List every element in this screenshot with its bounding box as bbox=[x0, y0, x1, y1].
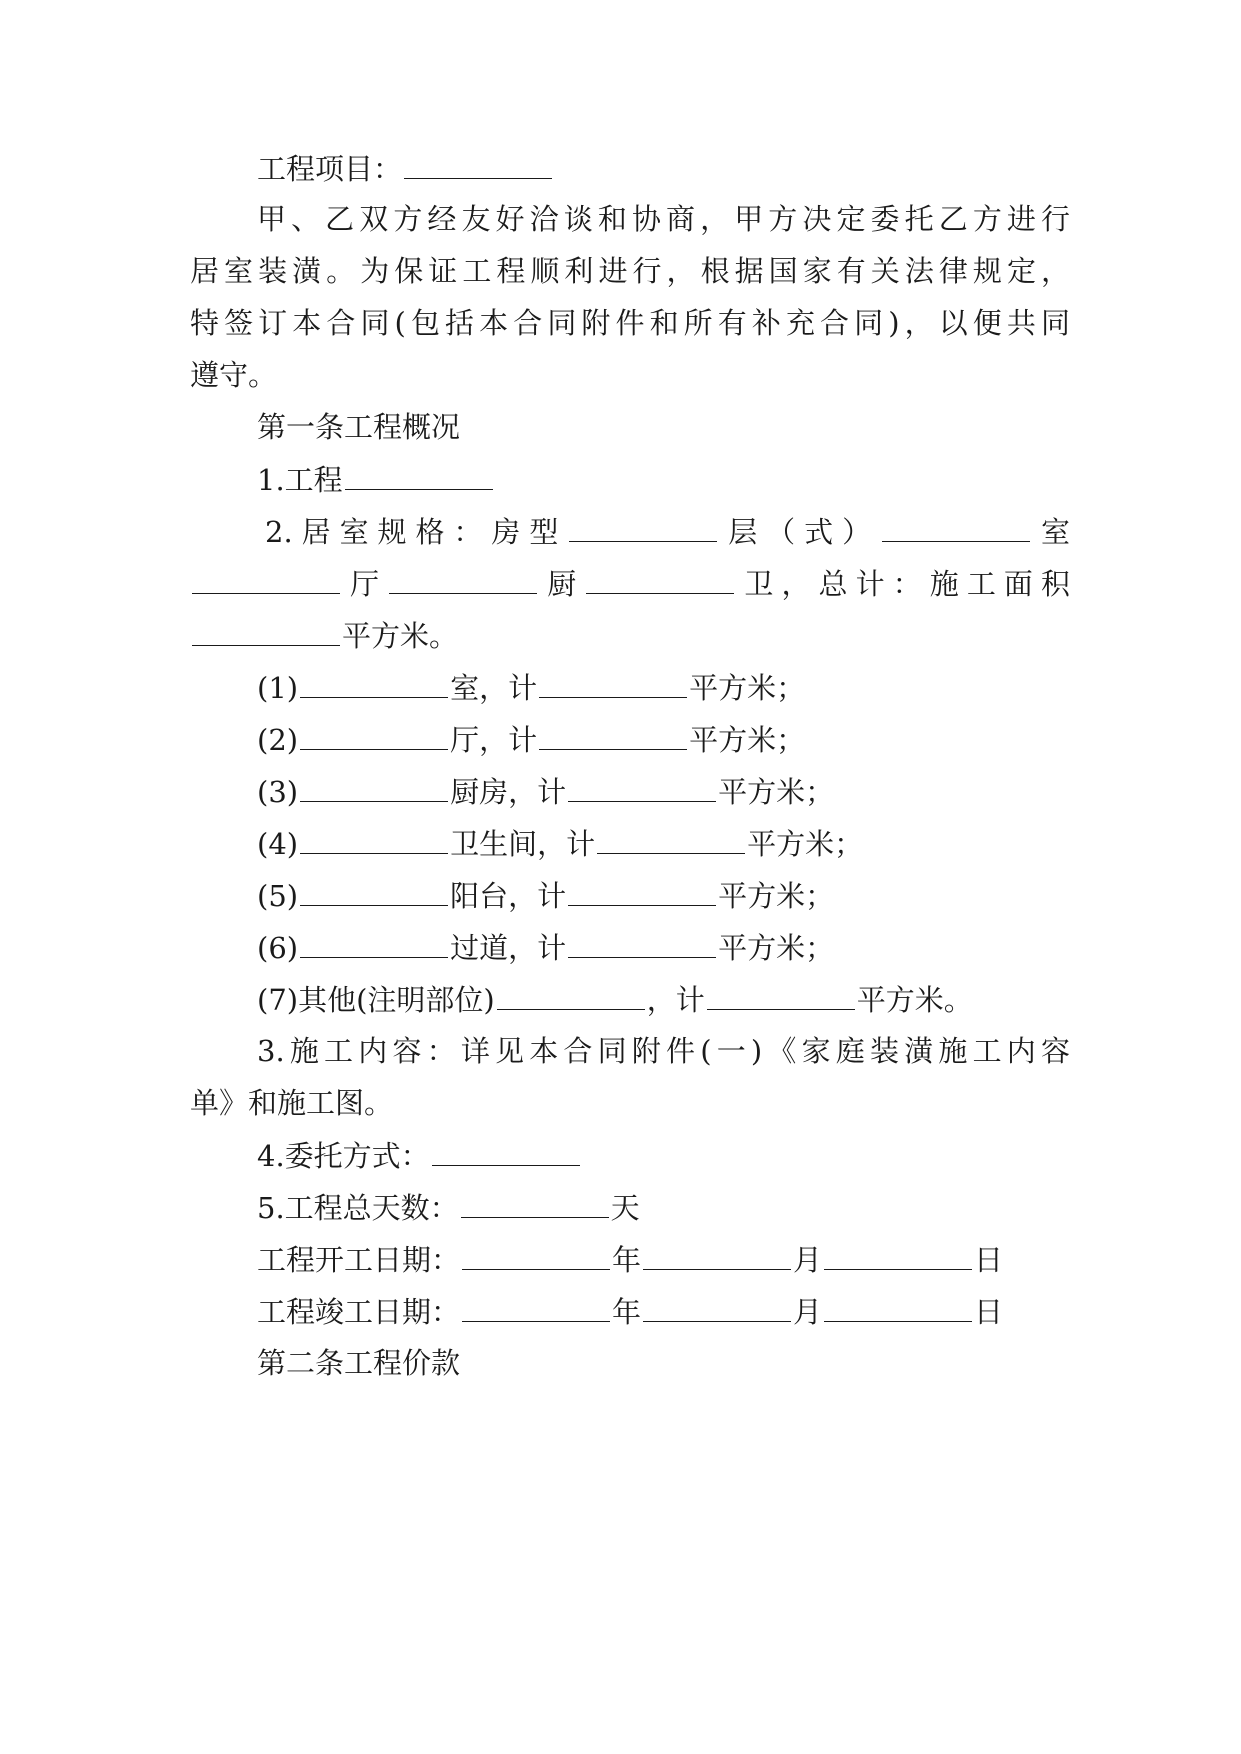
room-type-blank[interactable] bbox=[569, 511, 717, 542]
year-label: 年 bbox=[612, 1295, 642, 1329]
row-number: (6) bbox=[257, 931, 299, 965]
kitchen-blank[interactable] bbox=[586, 563, 734, 594]
hall-blank[interactable] bbox=[389, 563, 537, 594]
item-2-line-2 bbox=[190, 563, 1070, 604]
end-day-blank[interactable] bbox=[824, 1291, 972, 1322]
item-1-blank[interactable] bbox=[345, 459, 493, 490]
project-blank[interactable] bbox=[404, 148, 552, 179]
sqm-label: 平方米。 bbox=[342, 619, 459, 653]
total-area-label: 卫，总计：施工面积 bbox=[736, 567, 1070, 601]
start-date-label: 工程开工日期： bbox=[257, 1243, 461, 1277]
row-label: 厅，计 bbox=[450, 723, 538, 757]
room-row-7 bbox=[257, 979, 973, 1020]
row-unit: 平方米。 bbox=[856, 983, 973, 1017]
row-3-count-blank[interactable] bbox=[300, 771, 448, 802]
hall-label: 厅 bbox=[342, 567, 388, 601]
row-2-count-blank[interactable] bbox=[300, 719, 448, 750]
row-label: 厨房，计 bbox=[450, 775, 567, 809]
row-5-area-blank[interactable] bbox=[568, 875, 716, 906]
item-1-line bbox=[257, 459, 495, 500]
total-days-blank[interactable] bbox=[461, 1187, 609, 1218]
row-unit: 平方米； bbox=[718, 775, 835, 809]
row-label: 卫生间，计 bbox=[450, 827, 596, 861]
item-3-line-2: 单》和施工图。 bbox=[190, 1086, 394, 1120]
row-label: 阳台，计 bbox=[450, 879, 567, 913]
room-row-5 bbox=[257, 875, 834, 916]
row-number: (1) bbox=[257, 671, 299, 705]
row-label: ，计 bbox=[646, 983, 705, 1017]
start-date-line bbox=[257, 1239, 1003, 1280]
start-month-blank[interactable] bbox=[643, 1239, 791, 1270]
room-row-2 bbox=[257, 719, 805, 760]
row-7-area-blank[interactable] bbox=[707, 979, 855, 1010]
intro-line-3: 特签订本合同(包括本合同附件和所有补充合同)，以便共同 bbox=[190, 306, 1070, 340]
item-4-line bbox=[257, 1135, 582, 1176]
item-5-line bbox=[257, 1187, 640, 1228]
room-row-4 bbox=[257, 823, 863, 864]
project-line bbox=[257, 148, 554, 189]
start-day-blank[interactable] bbox=[824, 1239, 972, 1270]
item-1-label: 1.工程 bbox=[257, 463, 343, 497]
article-1-heading: 第一条工程概况 bbox=[257, 410, 461, 444]
row-unit: 平方米； bbox=[689, 723, 806, 757]
row-3-area-blank[interactable] bbox=[568, 771, 716, 802]
floor-label: 层（式） bbox=[719, 515, 881, 549]
row-number: (3) bbox=[257, 775, 299, 809]
start-year-blank[interactable] bbox=[462, 1239, 610, 1270]
room-row-1 bbox=[257, 667, 805, 708]
month-label: 月 bbox=[793, 1243, 823, 1277]
row-label: 过道，计 bbox=[450, 931, 567, 965]
row-label: 室，计 bbox=[450, 671, 538, 705]
room-label: 室 bbox=[1032, 515, 1070, 549]
row-unit: 平方米； bbox=[718, 879, 835, 913]
row-unit: 平方米； bbox=[718, 931, 835, 965]
row-1-count-blank[interactable] bbox=[300, 667, 448, 698]
day-label: 日 bbox=[974, 1295, 1004, 1329]
row-5-count-blank[interactable] bbox=[300, 875, 448, 906]
row-6-area-blank[interactable] bbox=[568, 927, 716, 958]
item-5-label: 5.工程总天数： bbox=[257, 1191, 459, 1225]
row-7-part-blank[interactable] bbox=[497, 979, 645, 1010]
room-row-3 bbox=[257, 771, 834, 812]
end-date-line bbox=[257, 1291, 1003, 1332]
row-unit: 平方米； bbox=[747, 827, 864, 861]
end-year-blank[interactable] bbox=[462, 1291, 610, 1322]
row-2-area-blank[interactable] bbox=[539, 719, 687, 750]
row-unit: 平方米； bbox=[689, 671, 806, 705]
room-row-6 bbox=[257, 927, 834, 968]
month-label: 月 bbox=[793, 1295, 823, 1329]
article-2-heading: 第二条工程价款 bbox=[257, 1346, 461, 1380]
row-1-area-blank[interactable] bbox=[539, 667, 687, 698]
end-month-blank[interactable] bbox=[643, 1291, 791, 1322]
entrust-method-blank[interactable] bbox=[432, 1135, 580, 1166]
days-unit: 天 bbox=[610, 1191, 640, 1225]
total-area-blank[interactable] bbox=[192, 615, 340, 646]
row-6-count-blank[interactable] bbox=[300, 927, 448, 958]
item-2-line-1 bbox=[265, 511, 1070, 552]
item-2-line-3 bbox=[190, 615, 458, 656]
row-label: (7)其他(注明部位) bbox=[257, 983, 495, 1017]
item-3-line-1: 3.施工内容：详见本合同附件(一)《家庭装潢施工内容 bbox=[257, 1034, 1070, 1068]
end-date-label: 工程竣工日期： bbox=[257, 1295, 461, 1329]
year-label: 年 bbox=[612, 1243, 642, 1277]
row-number: (2) bbox=[257, 723, 299, 757]
item-4-label: 4.委托方式： bbox=[257, 1139, 430, 1173]
intro-line-4: 遵守。 bbox=[190, 358, 278, 392]
floor-blank[interactable] bbox=[882, 511, 1030, 542]
intro-line-1: 甲、乙双方经友好洽谈和协商，甲方决定委托乙方进行 bbox=[257, 202, 1070, 236]
item-2-label: 2.居室规格：房型 bbox=[265, 515, 568, 549]
project-label: 工程项目： bbox=[257, 152, 403, 186]
intro-line-2: 居室装潢。为保证工程顺利进行，根据国家有关法律规定， bbox=[190, 254, 1070, 288]
day-label: 日 bbox=[974, 1243, 1004, 1277]
row-4-count-blank[interactable] bbox=[300, 823, 448, 854]
kitchen-label: 厨 bbox=[539, 567, 585, 601]
row-number: (5) bbox=[257, 879, 299, 913]
room-count-blank[interactable] bbox=[192, 563, 340, 594]
row-number: (4) bbox=[257, 827, 299, 861]
row-4-area-blank[interactable] bbox=[597, 823, 745, 854]
